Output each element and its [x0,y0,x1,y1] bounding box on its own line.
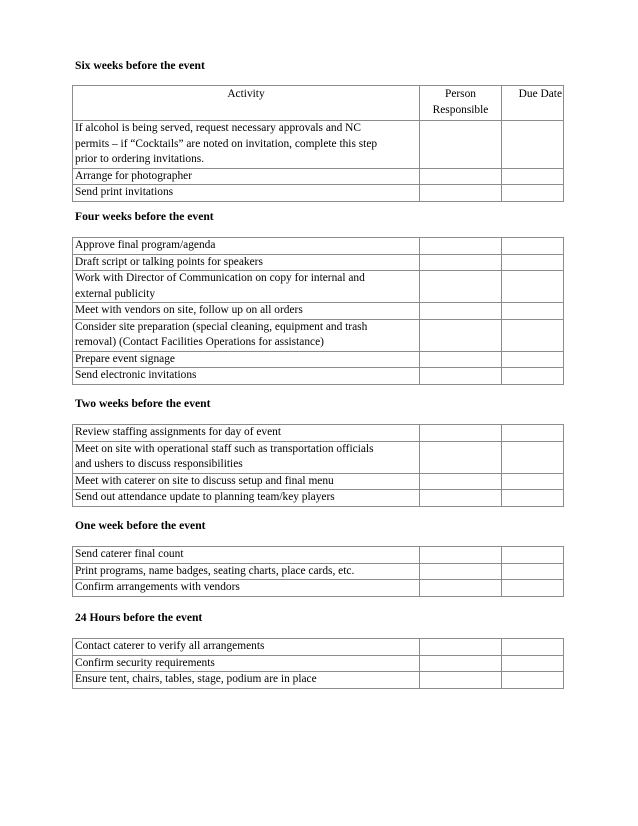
due-date-cell [502,185,564,202]
section-title: Four weeks before the event [75,210,214,223]
due-date-cell [502,368,564,385]
table-row [73,473,564,490]
table-row [73,580,564,597]
activity-cell: Send electronic invitations [73,368,420,385]
due-date-cell [502,655,564,672]
activity-cell: Confirm arrangements with vendors [73,580,420,597]
person-cell [420,303,502,320]
person-cell [420,490,502,507]
person-cell [420,368,502,385]
due-date-header: Due Date [502,86,564,121]
activity-cell: Arrange for photographer [73,168,420,185]
table-row [73,319,564,351]
activity-cell: Send print invitations [73,185,420,202]
person-cell [420,319,502,351]
person-cell [420,547,502,564]
table-row [73,185,564,202]
section-title: Six weeks before the event [75,59,205,72]
due-date-cell [502,547,564,564]
table-row [73,655,564,672]
person-cell [420,580,502,597]
activity-cell: Consider site preparation (special cleaning, equipment and trash removal) (Contact Facilities Operations for assistance) [73,319,420,351]
person-cell [420,563,502,580]
due-date-cell [502,271,564,303]
person-cell [420,639,502,656]
table-row [73,547,564,564]
table-row [73,168,564,185]
activity-cell: Print programs, name badges, seating charts, place cards, etc. [73,563,420,580]
activity-cell: Send out attendance update to planning team/key players [73,490,420,507]
activity-cell: Contact caterer to verify all arrangements [73,639,420,656]
person-cell [420,473,502,490]
due-date-cell [502,672,564,689]
table-row [73,303,564,320]
activity-header: Activity [73,86,420,121]
table-row [73,425,564,442]
activity-cell: Work with Director of Communication on copy for internal and external publicity [73,271,420,303]
table-row [73,368,564,385]
person-cell [420,168,502,185]
due-date-cell [502,425,564,442]
activity-cell: Prepare event signage [73,351,420,368]
table-row [73,254,564,271]
table-row [73,271,564,303]
table-row [73,121,564,169]
section-title: 24 Hours before the event [75,611,203,624]
table-row [73,639,564,656]
activity-cell: Meet with vendors on site, follow up on all orders [73,303,420,320]
due-date-cell [502,303,564,320]
person-cell [420,655,502,672]
due-date-cell [502,254,564,271]
due-date-cell [502,580,564,597]
table-row [73,490,564,507]
activity-cell: Meet on site with operational staff such as transportation officials and ushers to discuss responsibilities [73,441,420,473]
table-row [73,672,564,689]
table-row [73,441,564,473]
person-cell [420,185,502,202]
due-date-cell [502,319,564,351]
activity-cell: Meet with caterer on site to discuss setup and final menu [73,473,420,490]
due-date-cell [502,351,564,368]
section-title: One week before the event [75,519,206,532]
activity-cell: Send caterer final count [73,547,420,564]
due-date-cell [502,639,564,656]
table-row [73,563,564,580]
due-date-cell [502,473,564,490]
due-date-cell [502,168,564,185]
person-cell [420,425,502,442]
table-row [73,238,564,255]
person-cell [420,441,502,473]
person-cell [420,254,502,271]
due-date-cell [502,441,564,473]
person-responsible-header: Person Responsible [420,86,502,121]
section-title: Two weeks before the event [75,397,211,410]
checklist-table [72,237,564,385]
person-cell [420,121,502,169]
checklist-table [72,85,564,202]
due-date-cell [502,238,564,255]
activity-cell: Draft script or talking points for speakers [73,254,420,271]
activity-cell: Confirm security requirements [73,655,420,672]
checklist-table [72,638,564,689]
person-cell [420,351,502,368]
table-header-row [73,86,564,121]
due-date-cell [502,563,564,580]
activity-cell: Ensure tent, chairs, tables, stage, podium are in place [73,672,420,689]
activity-cell: Approve final program/agenda [73,238,420,255]
checklist-table [72,546,564,597]
person-cell [420,271,502,303]
checklist-table [72,424,564,507]
activity-cell: Review staffing assignments for day of event [73,425,420,442]
due-date-cell [502,121,564,169]
table-row [73,351,564,368]
person-cell [420,238,502,255]
activity-cell: If alcohol is being served, request necessary approvals and NC permits – if “Cocktails” are noted on invitation, complete this step prior to ordering invitations. [73,121,420,169]
person-cell [420,672,502,689]
due-date-cell [502,490,564,507]
